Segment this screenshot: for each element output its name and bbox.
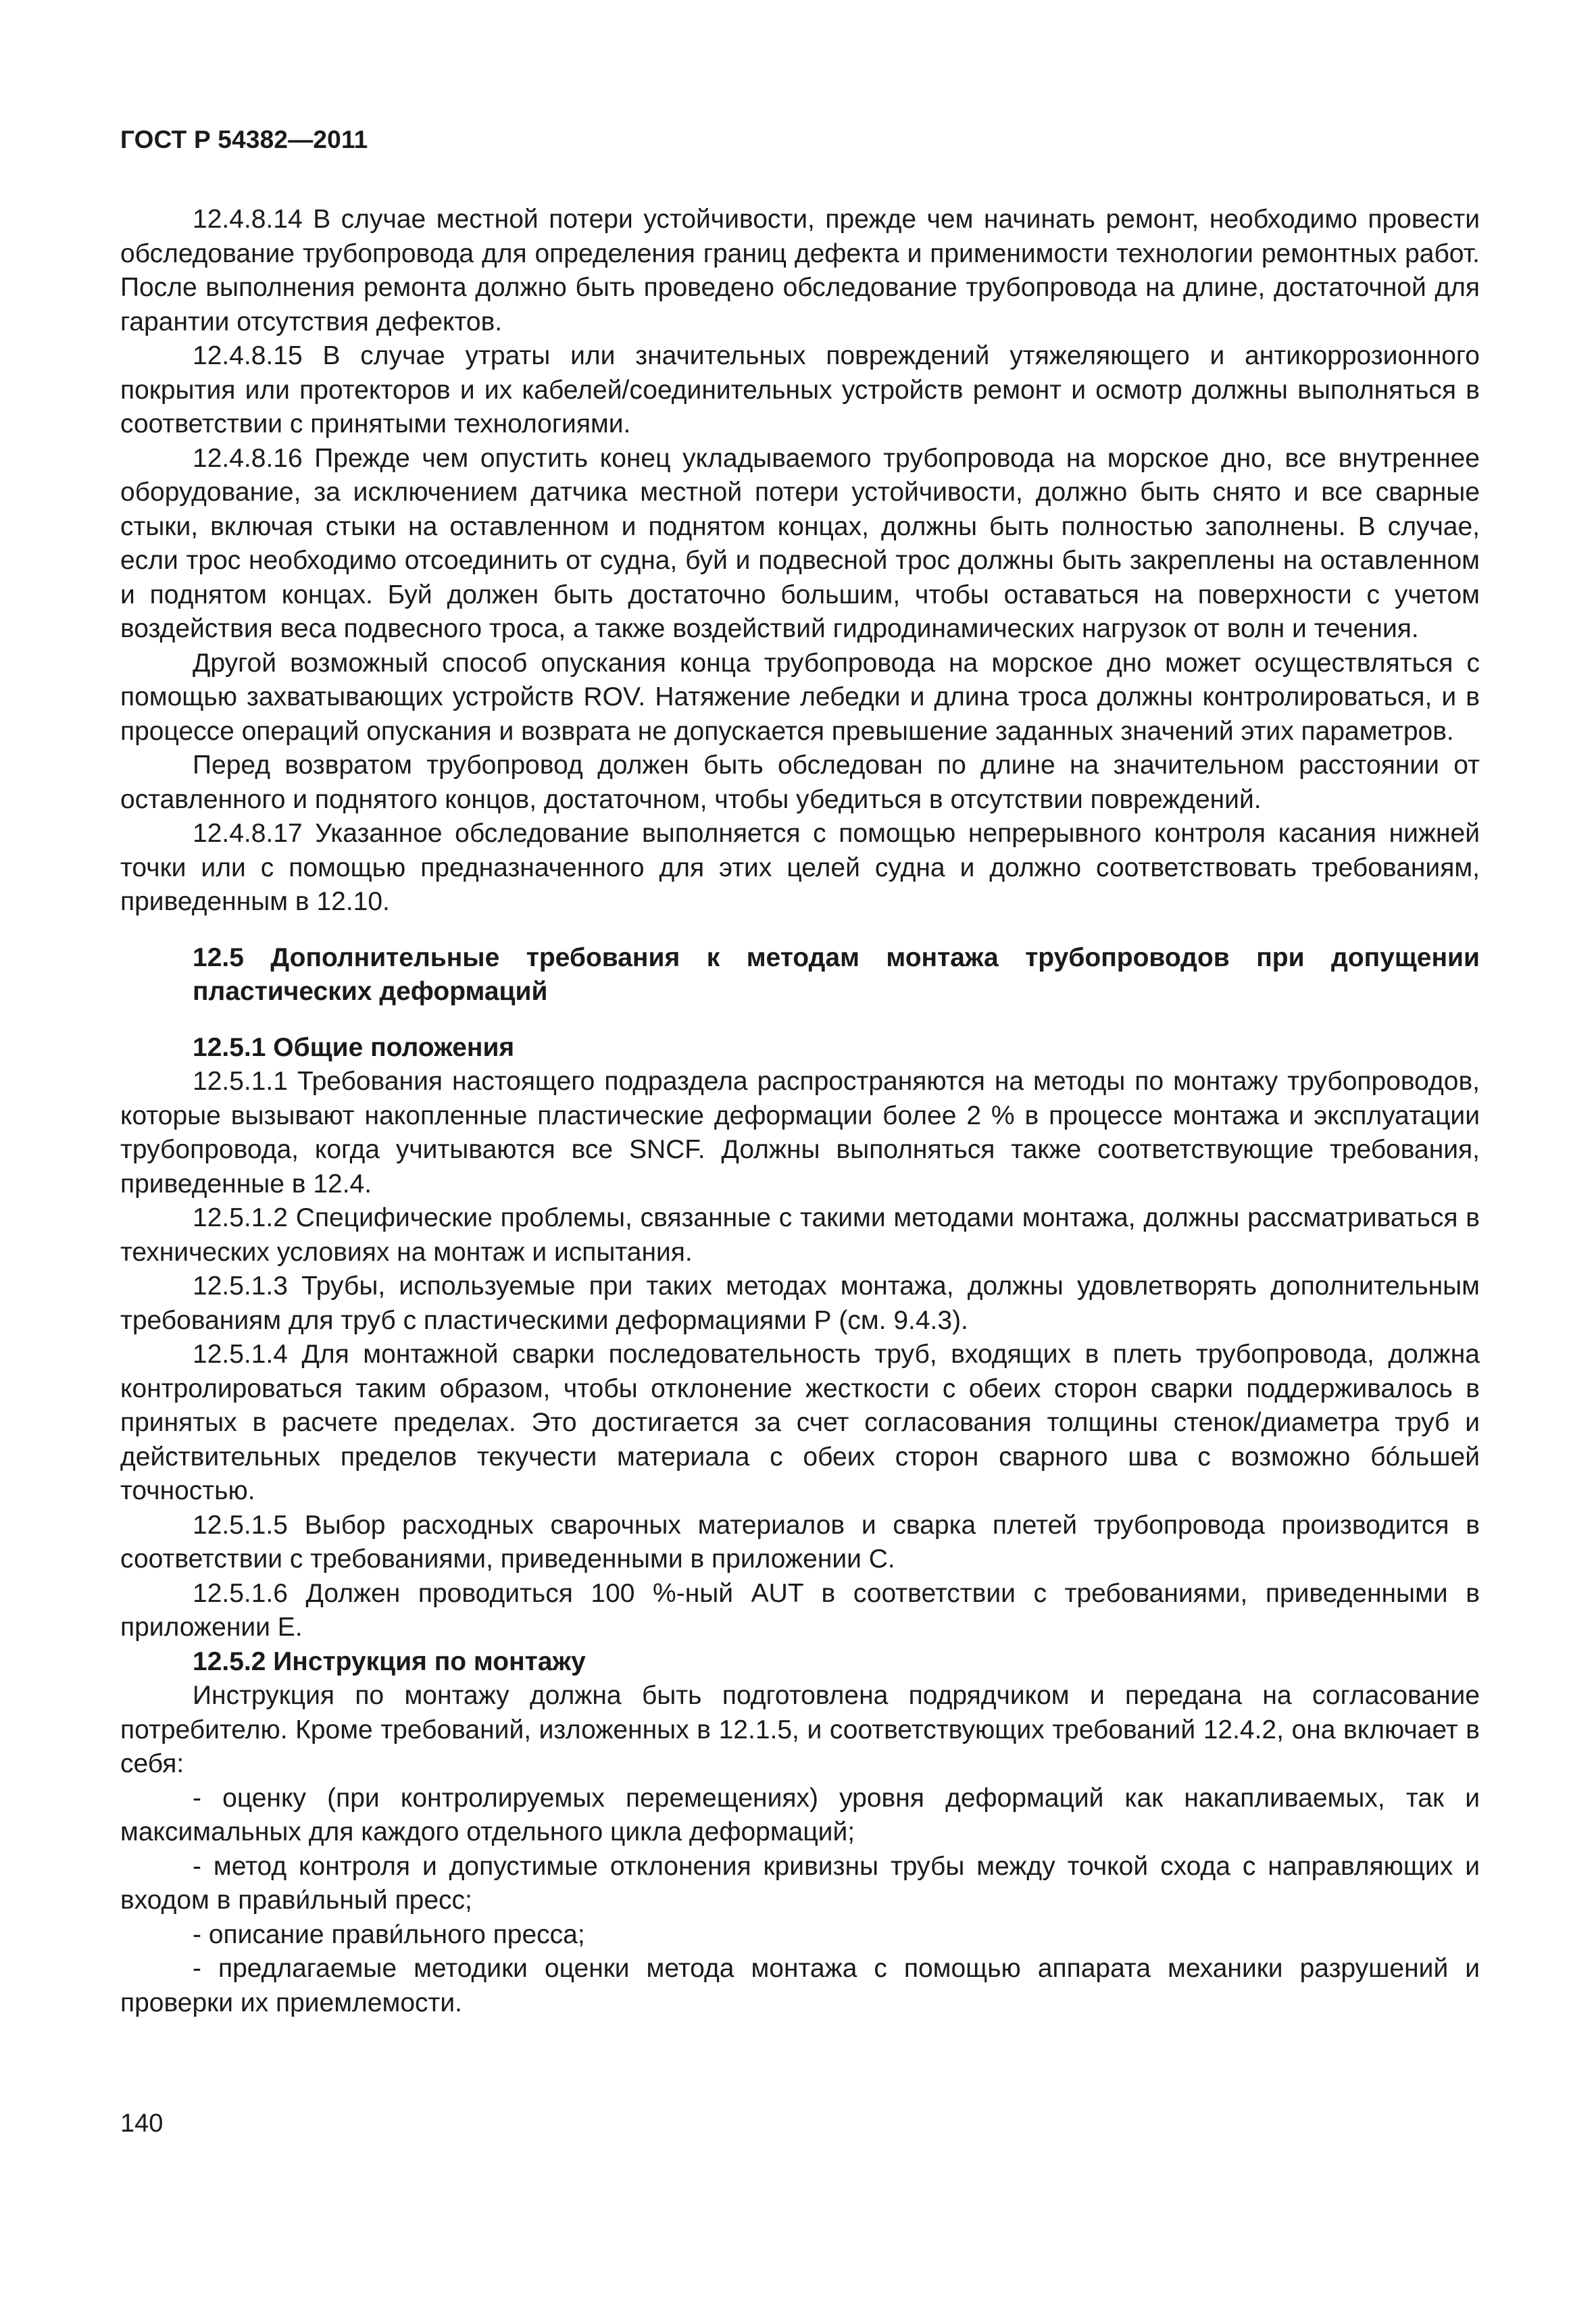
paragraph: 12.4.8.17 Указанное обследование выполняется с помощью непрерывного контроля касания нижней точки или с помощью предназначенного для этих целей судна и должно соответствовать требованиям, приведенным в 12.10.: [120, 819, 1480, 916]
subsection-heading: 12.5.2 Инструкция по монтажу: [193, 1646, 586, 1676]
body-text: [120, 203, 1480, 2020]
paragraph: 12.4.8.15 В случае утраты или значительных повреждений утяжеляющего и антикоррозионного покрытия или протекторов и их кабелей/соединительных устройств ремонт и осмотр должны выполняться в соответствии с принятыми технологиями.: [120, 341, 1480, 438]
paragraph: 12.5.1.6 Должен проводиться 100 %-ный AUT в соответствии с требованиями, приведенными в приложении Е.: [120, 1578, 1480, 1642]
list-item: - метод контроля и допустимые отклонения кривизны трубы между точкой схода с направляющих и входом в прави́льный пресс;: [120, 1851, 1480, 1915]
paragraph: Инструкция по монтажу должна быть подготовлена подрядчиком и передана на согласование потребителю. Кроме требований, изложенных в 12.1.5, и соответствующих требований 12.4.2, она включает в себя:: [120, 1681, 1480, 1778]
page-number: 140: [120, 2109, 164, 2138]
paragraph: 12.5.1.2 Специфические проблемы, связанные с такими методами монтажа, должны рассматриваться в технических условиях на монтаж и испытания.: [120, 1203, 1480, 1267]
subsection-heading: 12.5.1 Общие положения: [193, 1032, 515, 1062]
list-item: - описание прави́льного пресса;: [193, 1919, 585, 1949]
paragraph: 12.5.1.3 Трубы, используемые при таких методах монтажа, должны удовлетворять дополнительным требованиям для труб с пластическими деформациями Р (см. 9.4.3).: [120, 1272, 1480, 1335]
document-code: ГОСТ Р 54382—2011: [120, 126, 368, 153]
paragraph: 12.5.1.5 Выбор расходных сварочных материалов и сварка плетей трубопровода производится в соответствии с требованиями, приведенными в приложении С.: [120, 1510, 1480, 1574]
paragraph: 12.4.8.16 Прежде чем опустить конец укладываемого трубопровода на морское дно, все внутреннее оборудование, за исключением датчика местной потери устойчивости, должно быть снято и все сварные стыки, включая стыки на оставленном и поднятом концах, должны быть полностью заполнены. В случае, если трос необходимо отсоединить от судна, буй и подвесной трос должны быть закреплены на оставленном и поднятом концах. Буй должен быть достаточно большим, чтобы оставаться на поверхности с учетом воздействия веса подвесного троса, а также воздействий гидродинамических нагрузок от волн и течения.: [120, 443, 1480, 643]
paragraph: 12.4.8.14 В случае местной потери устойчивости, прежде чем начинать ремонт, необходимо провести обследование трубопровода для определения границ дефекта и применимости технологии ремонтных работ. После выполнения ремонта должно быть проведено обследование трубопровода на длине, достаточной для гарантии отсутствия дефектов.: [120, 205, 1480, 336]
section-heading: 12.5 Дополнительные требования к методам монтажа трубопроводов при допущении пластических деформаций: [193, 942, 1480, 1006]
paragraph: Другой возможный способ опускания конца трубопровода на морское дно может осуществляться с помощью захватывающих устройств ROV. Натяжение лебедки и длина троса должны контролироваться, и в процессе операций опускания и возврата не допускается превышение заданных значений этих параметров.: [120, 648, 1480, 746]
list-item: - предлагаемые методики оценки метода монтажа с помощью аппарата механики разрушений и проверки их приемлемости.: [120, 1954, 1480, 2017]
paragraph: 12.5.1.4 Для монтажной сварки последовательность труб, входящих в плеть трубопровода, должна контролироваться таким образом, чтобы отклонение жесткости с обеих сторон сварки поддерживалось в принятых в расчете пределах. Это достигается за счет согласования толщины стенок/диаметра труб и действительных пределов текучести материала с обеих сторон сварного шва с возможно бóльшей точностью.: [120, 1340, 1480, 1505]
list-item: - оценку (при контролируемых перемещениях) уровня деформаций как накапливаемых, так и максимальных для каждого отдельного цикла деформаций;: [120, 1783, 1480, 1846]
paragraph: 12.5.1.1 Требования настоящего подраздела распространяются на методы по монтажу трубопроводов, которые вызывают накопленные пластические деформации более 2 % в процессе монтажа и эксплуатации трубопровода, когда учитываются все SNCF. Должны выполняться также соответствующие требования, приведенные в 12.4.: [120, 1067, 1480, 1199]
paragraph: Перед возвратом трубопровод должен быть обследован по длине на значительном расстоянии от оставленного и поднятого концов, достаточном, чтобы убедиться в отсутствии повреждений.: [120, 751, 1480, 814]
